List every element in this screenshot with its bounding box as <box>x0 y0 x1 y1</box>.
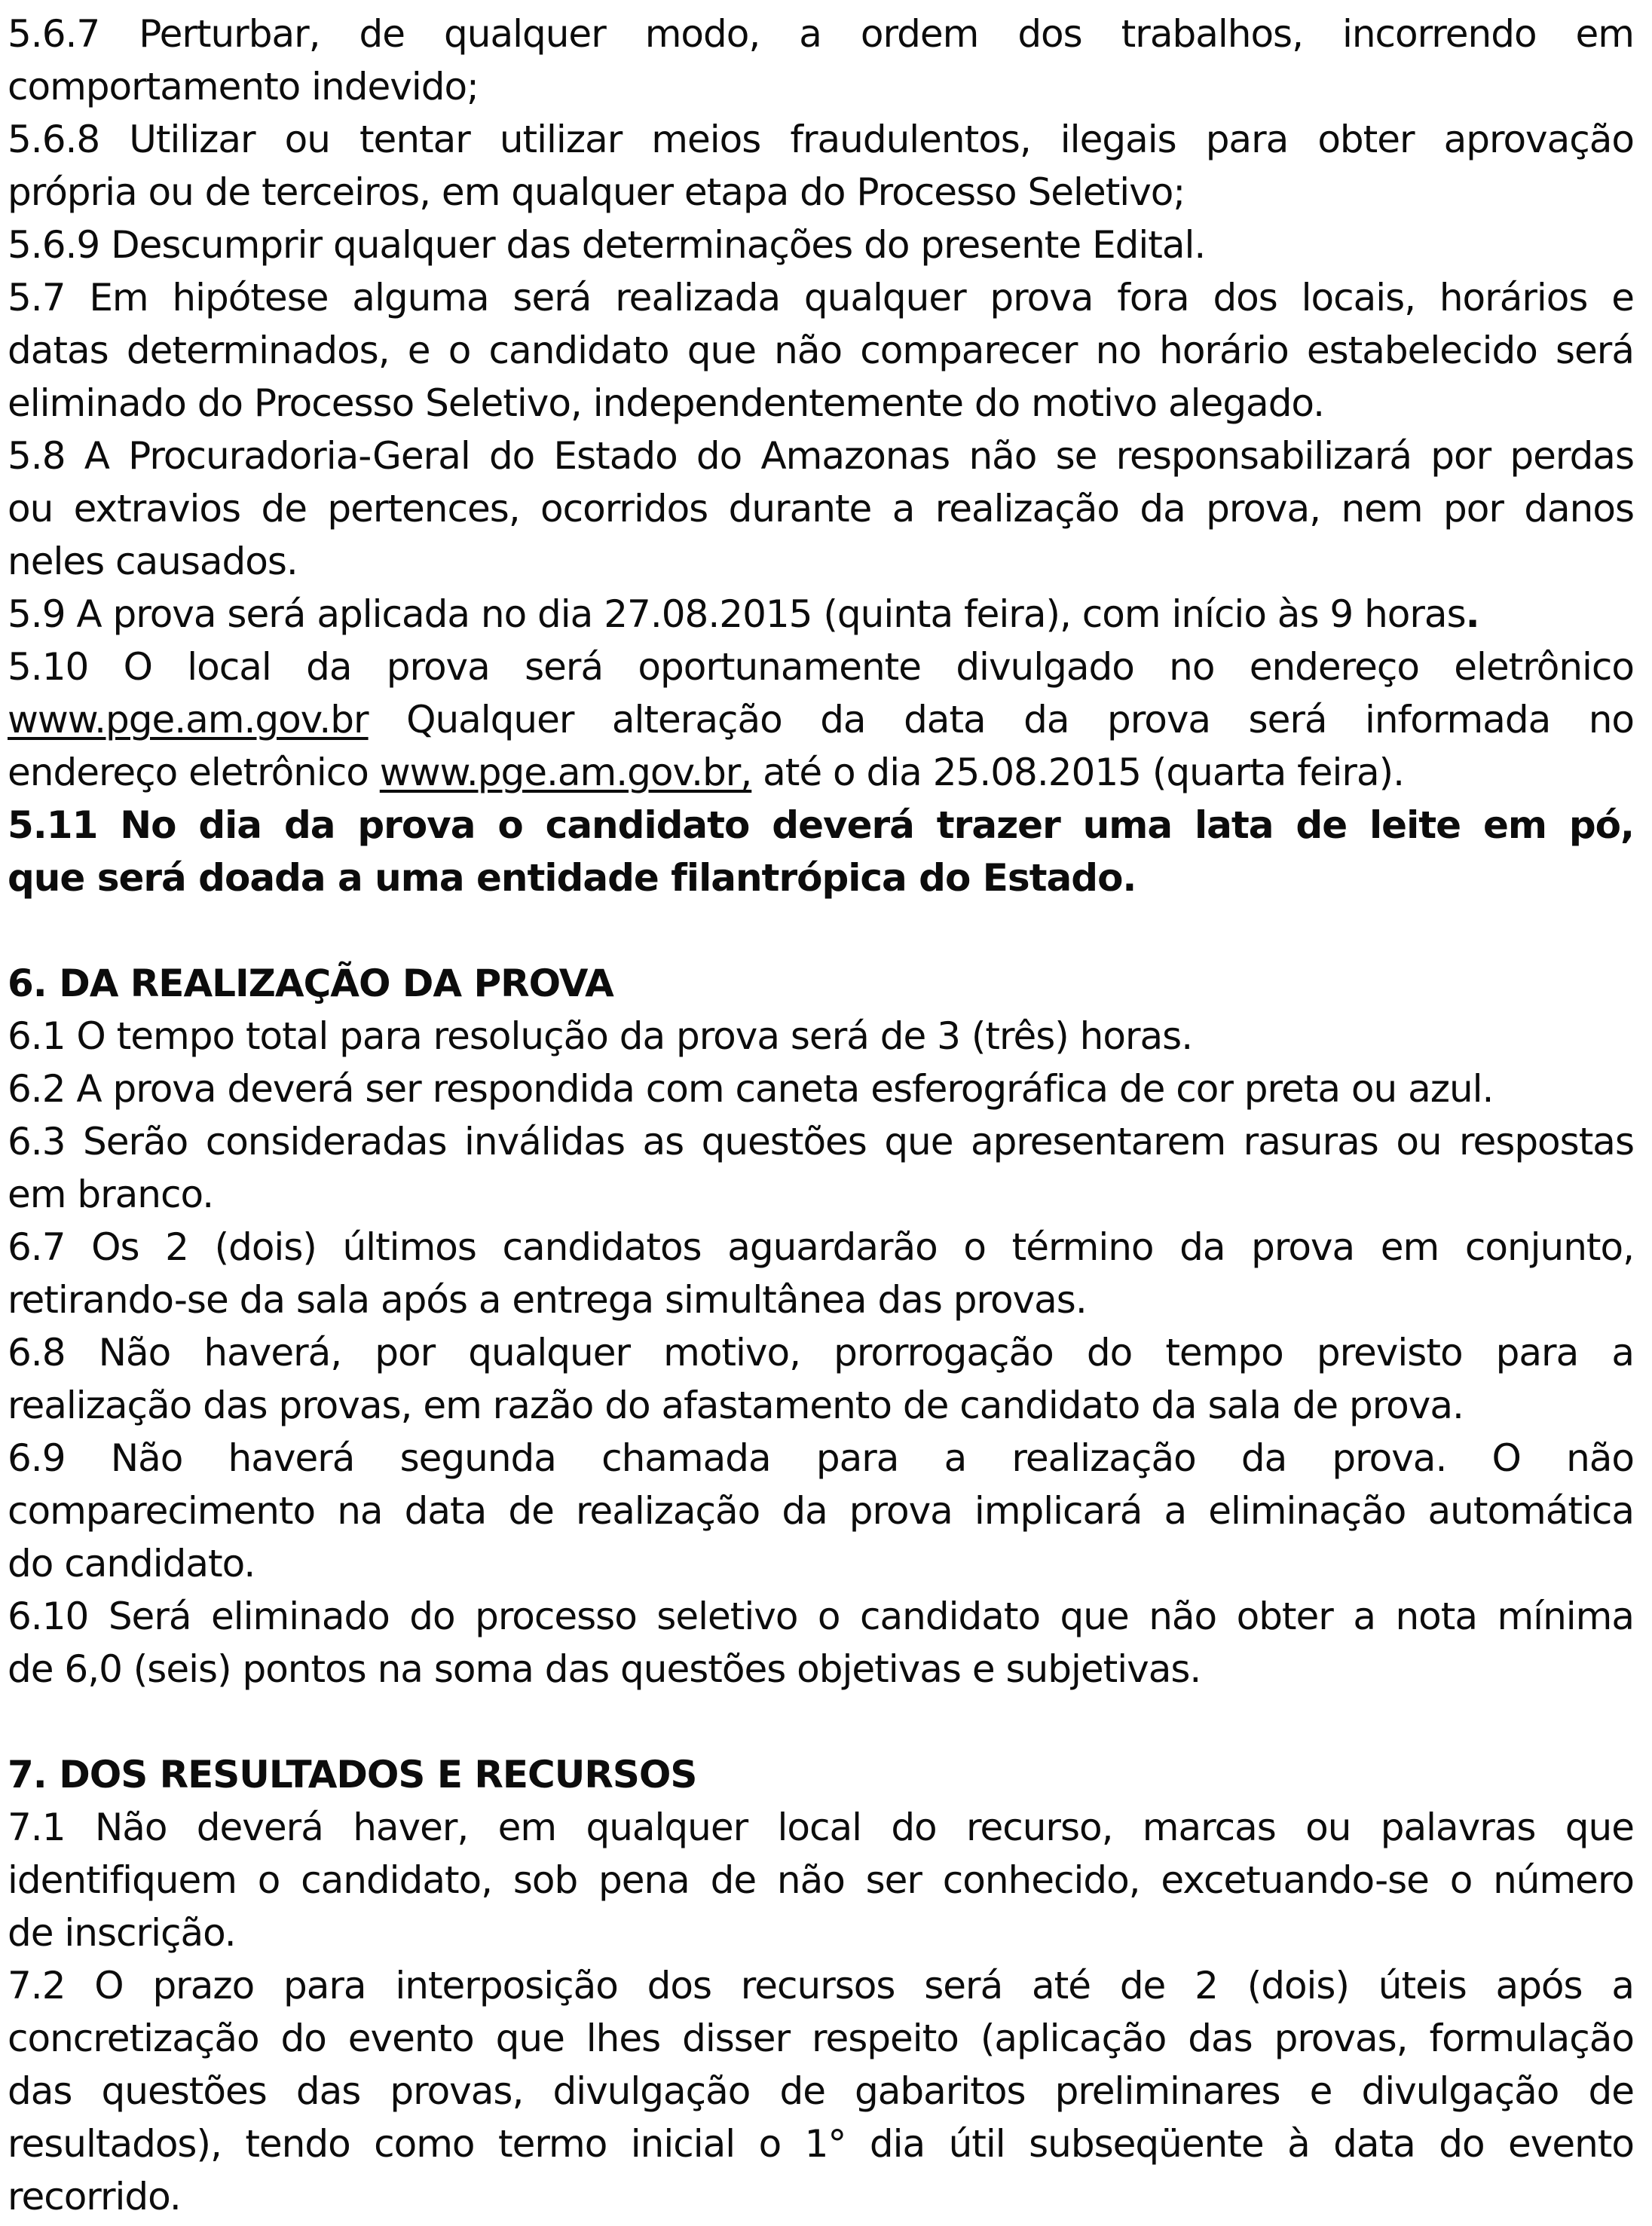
text-run: concretização do evento que lhes disser respeito (aplicação das provas, formulação <box>8 2017 1634 2060</box>
text-run: retirando-se da sala após a entrega simultânea das provas. <box>8 1278 1087 1322</box>
line-7-2-4 <box>8 2117 1634 2170</box>
text-run: das questões das provas, divulgação de gabaritos preliminares e divulgação de <box>8 2069 1634 2113</box>
text-run: 6.7 Os 2 (dois) últimos candidatos aguardarão o término da prova em conjunto, <box>8 1225 1634 1269</box>
line-5-11-2 <box>8 852 1634 904</box>
text-run: 6.10 Será eliminado do processo seletivo o candidato que não obter a nota mínima <box>8 1595 1634 1638</box>
line-5-10-1 <box>8 641 1634 693</box>
line-6-1-1 <box>8 1010 1634 1063</box>
link-url[interactable]: www.pge.am.gov.br <box>8 698 369 741</box>
line-5-6-8-1 <box>8 113 1634 166</box>
text-run: comportamento indevido; <box>8 65 479 109</box>
line-6-8-2 <box>8 1379 1634 1432</box>
text-run: de inscrição. <box>8 1911 236 1955</box>
line-6-2-1 <box>8 1063 1634 1115</box>
section-heading-heading-7 <box>8 1748 1634 1801</box>
line-5-10-2 <box>8 693 1634 746</box>
text-run: em branco. <box>8 1173 214 1216</box>
text-run: 5.11 No dia da prova o candidato deverá trazer uma lata de leite em pó, <box>8 803 1634 847</box>
line-5-8-1 <box>8 430 1634 482</box>
text-run: realização das provas, em razão do afastamento de candidato da sala de prova. <box>8 1384 1464 1427</box>
text-run: endereço eletrônico <box>8 751 380 794</box>
line-5-7-3 <box>8 377 1634 430</box>
line-5-7-2 <box>8 324 1634 377</box>
blank-line-blank-2 <box>8 1695 1634 1748</box>
line-6-9-1 <box>8 1432 1634 1485</box>
text-run: de 6,0 (seis) pontos na soma das questões objetivas e subjetivas. <box>8 1647 1201 1691</box>
text-run: identifiquem o candidato, sob pena de não ser conhecido, excetuando-se o número <box>8 1858 1634 1902</box>
line-5-8-3 <box>8 535 1634 588</box>
text-run: do candidato. <box>8 1542 255 1585</box>
line-6-8-1 <box>8 1326 1634 1379</box>
text-run: 7.1 Não deverá haver, em qualquer local do recurso, marcas ou palavras que <box>8 1806 1634 1849</box>
line-6-3-1 <box>8 1115 1634 1168</box>
line-5-10-3 <box>8 746 1634 799</box>
line-7-1-3 <box>8 1906 1634 1959</box>
line-7-1-2 <box>8 1854 1634 1906</box>
text-run: . <box>1465 592 1479 636</box>
line-6-7-2 <box>8 1274 1634 1326</box>
text-run: eliminado do Processo Seletivo, independentemente do motivo alegado. <box>8 381 1325 425</box>
line-5-6-7-1 <box>8 8 1634 60</box>
text-run: 7. DOS RESULTADOS E RECURSOS <box>8 1753 697 1796</box>
line-7-2-2 <box>8 2012 1634 2065</box>
text-run: 5.6.9 Descumprir qualquer das determinações do presente Edital. <box>8 223 1206 267</box>
line-7-2-1 <box>8 1959 1634 2012</box>
text-run: 6. DA REALIZAÇÃO DA PROVA <box>8 962 613 1005</box>
line-5-11-1 <box>8 799 1634 852</box>
text-run: recorrido. <box>8 2175 181 2218</box>
text-run: 6.3 Serão consideradas inválidas as questões que apresentarem rasuras ou respostas <box>8 1120 1634 1163</box>
text-run: Qualquer alteração da data da prova será informada no <box>368 698 1634 741</box>
text-run: neles causados. <box>8 540 298 583</box>
blank-line-blank-1 <box>8 904 1634 957</box>
text-run: 6.2 A prova deverá ser respondida com caneta esferográfica de cor preta ou azul. <box>8 1067 1494 1111</box>
line-6-9-2 <box>8 1485 1634 1537</box>
text-run: 5.6.8 Utilizar ou tentar utilizar meios fraudulentos, ilegais para obter aprovação <box>8 118 1634 161</box>
text-run: que será doada a uma entidade filantrópica do Estado. <box>8 856 1137 900</box>
line-6-10-2 <box>8 1643 1634 1695</box>
line-6-3-2 <box>8 1168 1634 1221</box>
text-run: 5.9 A prova será aplicada no dia 27.08.2015 (quinta feira), com início às 9 horas <box>8 592 1466 636</box>
line-7-2-5 <box>8 2170 1634 2223</box>
line-7-1-1 <box>8 1801 1634 1854</box>
text-run: 6.8 Não haverá, por qualquer motivo, prorrogação do tempo previsto para a <box>8 1331 1634 1374</box>
text-run: própria ou de terceiros, em qualquer etapa do Processo Seletivo; <box>8 170 1185 214</box>
line-5-6-7-2 <box>8 60 1634 113</box>
line-5-9-1 <box>8 588 1634 641</box>
line-6-9-3 <box>8 1537 1634 1590</box>
text-run: 5.8 A Procuradoria-Geral do Estado do Amazonas não se responsabilizará por perdas <box>8 434 1634 478</box>
line-5-8-2 <box>8 482 1634 535</box>
text-run: 7.2 O prazo para interposição dos recursos será até de 2 (dois) úteis após a <box>8 1964 1634 2007</box>
text-run: 5.6.7 Perturbar, de qualquer modo, a ordem dos trabalhos, incorrendo em <box>8 12 1634 56</box>
text-run: comparecimento na data de realização da prova implicará a eliminação automática <box>8 1489 1634 1533</box>
text-run: 6.1 O tempo total para resolução da prova será de 3 (três) horas. <box>8 1014 1193 1058</box>
link-url[interactable]: www.pge.am.gov.br, <box>379 751 752 794</box>
text-run: até o dia 25.08.2015 (quarta feira). <box>751 751 1404 794</box>
line-5-7-1 <box>8 271 1634 324</box>
text-run: datas determinados, e o candidato que não comparecer no horário estabelecido será <box>8 329 1634 372</box>
line-5-6-8-2 <box>8 166 1634 219</box>
text-run: ou extravios de pertences, ocorridos durante a realização da prova, nem por danos <box>8 487 1634 531</box>
line-7-2-3 <box>8 2065 1634 2117</box>
text-run: 6.9 Não haverá segunda chamada para a realização da prova. O não <box>8 1436 1634 1480</box>
line-6-10-1 <box>8 1590 1634 1643</box>
text-run: resultados), tendo como termo inicial o 1° dia útil subseqüente à data do evento <box>8 2122 1634 2166</box>
line-6-7-1 <box>8 1221 1634 1274</box>
text-run: 5.10 O local da prova será oportunamente divulgado no endereço eletrônico <box>8 645 1634 689</box>
line-5-6-9-1 <box>8 219 1634 271</box>
text-run: 5.7 Em hipótese alguma será realizada qualquer prova fora dos locais, horários e <box>8 276 1634 320</box>
section-heading-heading-6 <box>8 957 1634 1010</box>
